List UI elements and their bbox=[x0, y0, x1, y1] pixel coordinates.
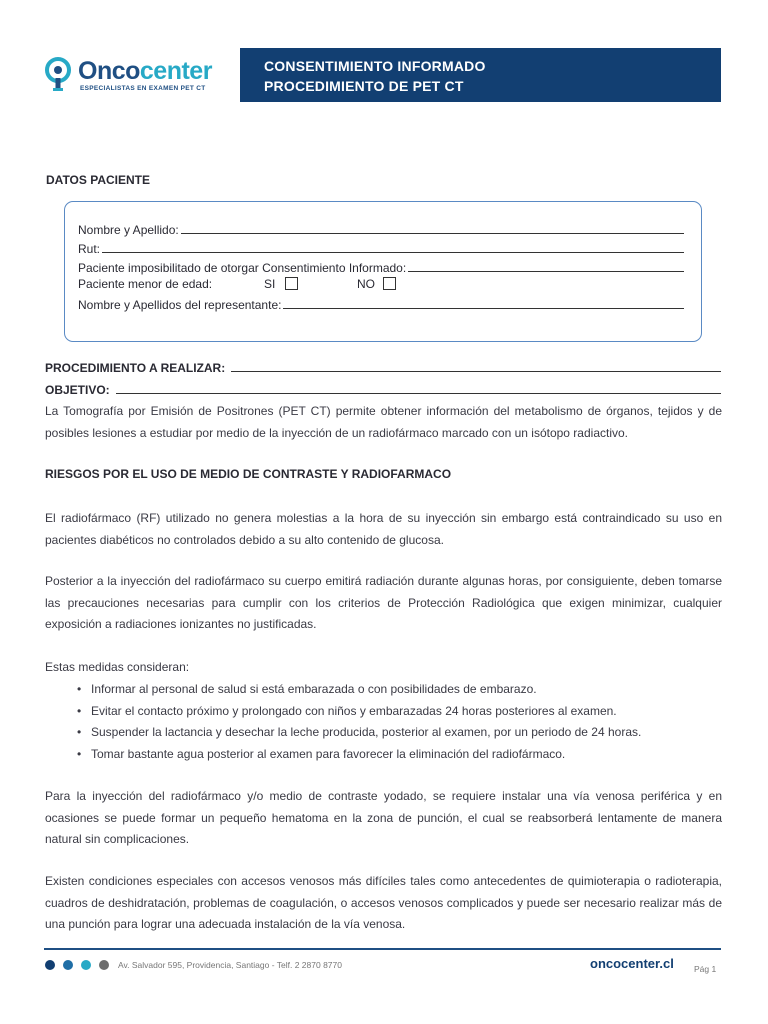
procedure-field[interactable] bbox=[45, 359, 721, 375]
representative-field[interactable] bbox=[78, 294, 684, 312]
footer-address: Av. Salvador 595, Providencia, Santiago - Telf. 2 2870 8770 bbox=[118, 960, 342, 970]
oncocenter-logo bbox=[44, 54, 224, 98]
risks-paragraph-1: El radiofármaco (RF) utilizado no genera molestias a la hora de su inyección sin embargo está contraindicado su uso en pacientes diabéticos no controlados debido a su alto contenido de glucosa. bbox=[45, 511, 722, 547]
minor-no-label: NO bbox=[357, 277, 375, 291]
procedure-label: PROCEDIMIENTO A REALIZAR: bbox=[45, 361, 226, 375]
logo-wordmark-part2: center bbox=[139, 57, 212, 85]
unable-consent-field[interactable] bbox=[78, 257, 684, 275]
objective-label: OBJETIVO: bbox=[45, 383, 110, 397]
objective-text: La Tomografía por Emisión de Positrones (PET CT) permite obtener información del metabolismo de órganos, tejidos y de posibles lesiones a estudiar por medio de la inyección de un radiofármaco marcado con un isótopo radiactivo. bbox=[45, 404, 722, 440]
rut-label: Rut: bbox=[78, 242, 101, 256]
patient-name-line[interactable] bbox=[181, 232, 684, 234]
footer-dot-icon bbox=[63, 960, 73, 970]
list-item: • Suspender la lactancia y desechar la leche producida, posterior al examen, por un periodo de 24 horas. bbox=[77, 722, 717, 744]
risks-paragraph-4: Existen condiciones especiales con accesos venosos más difíciles tales como antecedentes de quimioterapia o radioterapia, cuadros de deshidratación, problemas de coagulación, o accesos venosos complicados y puede ser necesario realizar más de una punción para lograr una adecuada instalación de la vía venosa. bbox=[45, 874, 722, 931]
document-title-line2: PROCEDIMIENTO DE PET CT bbox=[264, 78, 464, 94]
logo-tagline: ESPECIALISTAS EN EXAMEN PET CT bbox=[80, 85, 206, 92]
unable-consent-label: Paciente imposibilitado de otorgar Consentimiento Informado: bbox=[78, 261, 407, 275]
footer-dot-icon bbox=[81, 960, 91, 970]
minor-yes-checkbox[interactable] bbox=[285, 277, 298, 290]
risks-section-title: RIESGOS POR EL USO DE MEDIO DE CONTRASTE Y RADIOFARMACO bbox=[45, 467, 452, 481]
footer-website-link[interactable]: oncocenter.cl bbox=[590, 956, 674, 971]
objective-line[interactable] bbox=[116, 392, 721, 394]
document-title-banner bbox=[240, 48, 721, 102]
footer-dot-icon bbox=[99, 960, 109, 970]
minor-yes-label: SI bbox=[264, 277, 276, 291]
representative-line[interactable] bbox=[283, 307, 684, 309]
patient-name-field[interactable] bbox=[78, 219, 684, 237]
list-item: • Evitar el contacto próximo y prolongado con niños y embarazadas 24 horas posteriores al examen. bbox=[77, 701, 717, 723]
risks-paragraph-3: Para la inyección del radiofármaco y/o medio de contraste yodado, se requiere instalar una vía venosa periférica y en ocasiones se puede formar un pequeño hematoma en la zona de punción, el cual se reabsorberá lentamente de manera natural sin complicaciones. bbox=[45, 789, 722, 846]
page-number: Pág 1 bbox=[694, 964, 717, 974]
logo-pin-icon bbox=[44, 56, 74, 94]
risks-paragraph-2: Posterior a la inyección del radiofármaco su cuerpo emitirá radiación durante algunas horas, por consiguiente, deben tomarse las precauciones necesarias para cumplir con los criterios de Protección Radiológica que exigen minimizar, cualquier exposición a radiaciones ionizantes no justificadas. bbox=[45, 574, 722, 631]
document-title-line1: CONSENTIMIENTO INFORMADO bbox=[264, 58, 486, 74]
patient-name-label: Nombre y Apellido: bbox=[78, 223, 179, 237]
footer-divider bbox=[44, 948, 721, 950]
list-item: • Informar al personal de salud si está embarazada o con posibilidades de embarazo. bbox=[77, 679, 717, 701]
measures-list bbox=[77, 679, 717, 765]
unable-consent-line[interactable] bbox=[408, 270, 684, 272]
logo-wordmark bbox=[78, 58, 212, 84]
rut-field[interactable] bbox=[78, 238, 684, 256]
representative-label: Nombre y Apellidos del representante: bbox=[78, 298, 282, 312]
footer-dot-icon bbox=[45, 960, 55, 970]
logo-wordmark-part1: Onco bbox=[78, 57, 140, 85]
measures-intro: Estas medidas consideran: bbox=[45, 660, 190, 674]
rut-line[interactable] bbox=[102, 251, 684, 253]
minor-no-checkbox[interactable] bbox=[383, 277, 396, 290]
patient-section-title: DATOS PACIENTE bbox=[46, 173, 151, 187]
list-item: • Tomar bastante agua posterior al examen para favorecer la eliminación del radiofármaco. bbox=[77, 744, 717, 766]
patient-data-box bbox=[64, 201, 702, 342]
minor-label: Paciente menor de edad: bbox=[78, 277, 213, 291]
procedure-line[interactable] bbox=[231, 370, 721, 372]
objective-field[interactable] bbox=[45, 381, 721, 397]
